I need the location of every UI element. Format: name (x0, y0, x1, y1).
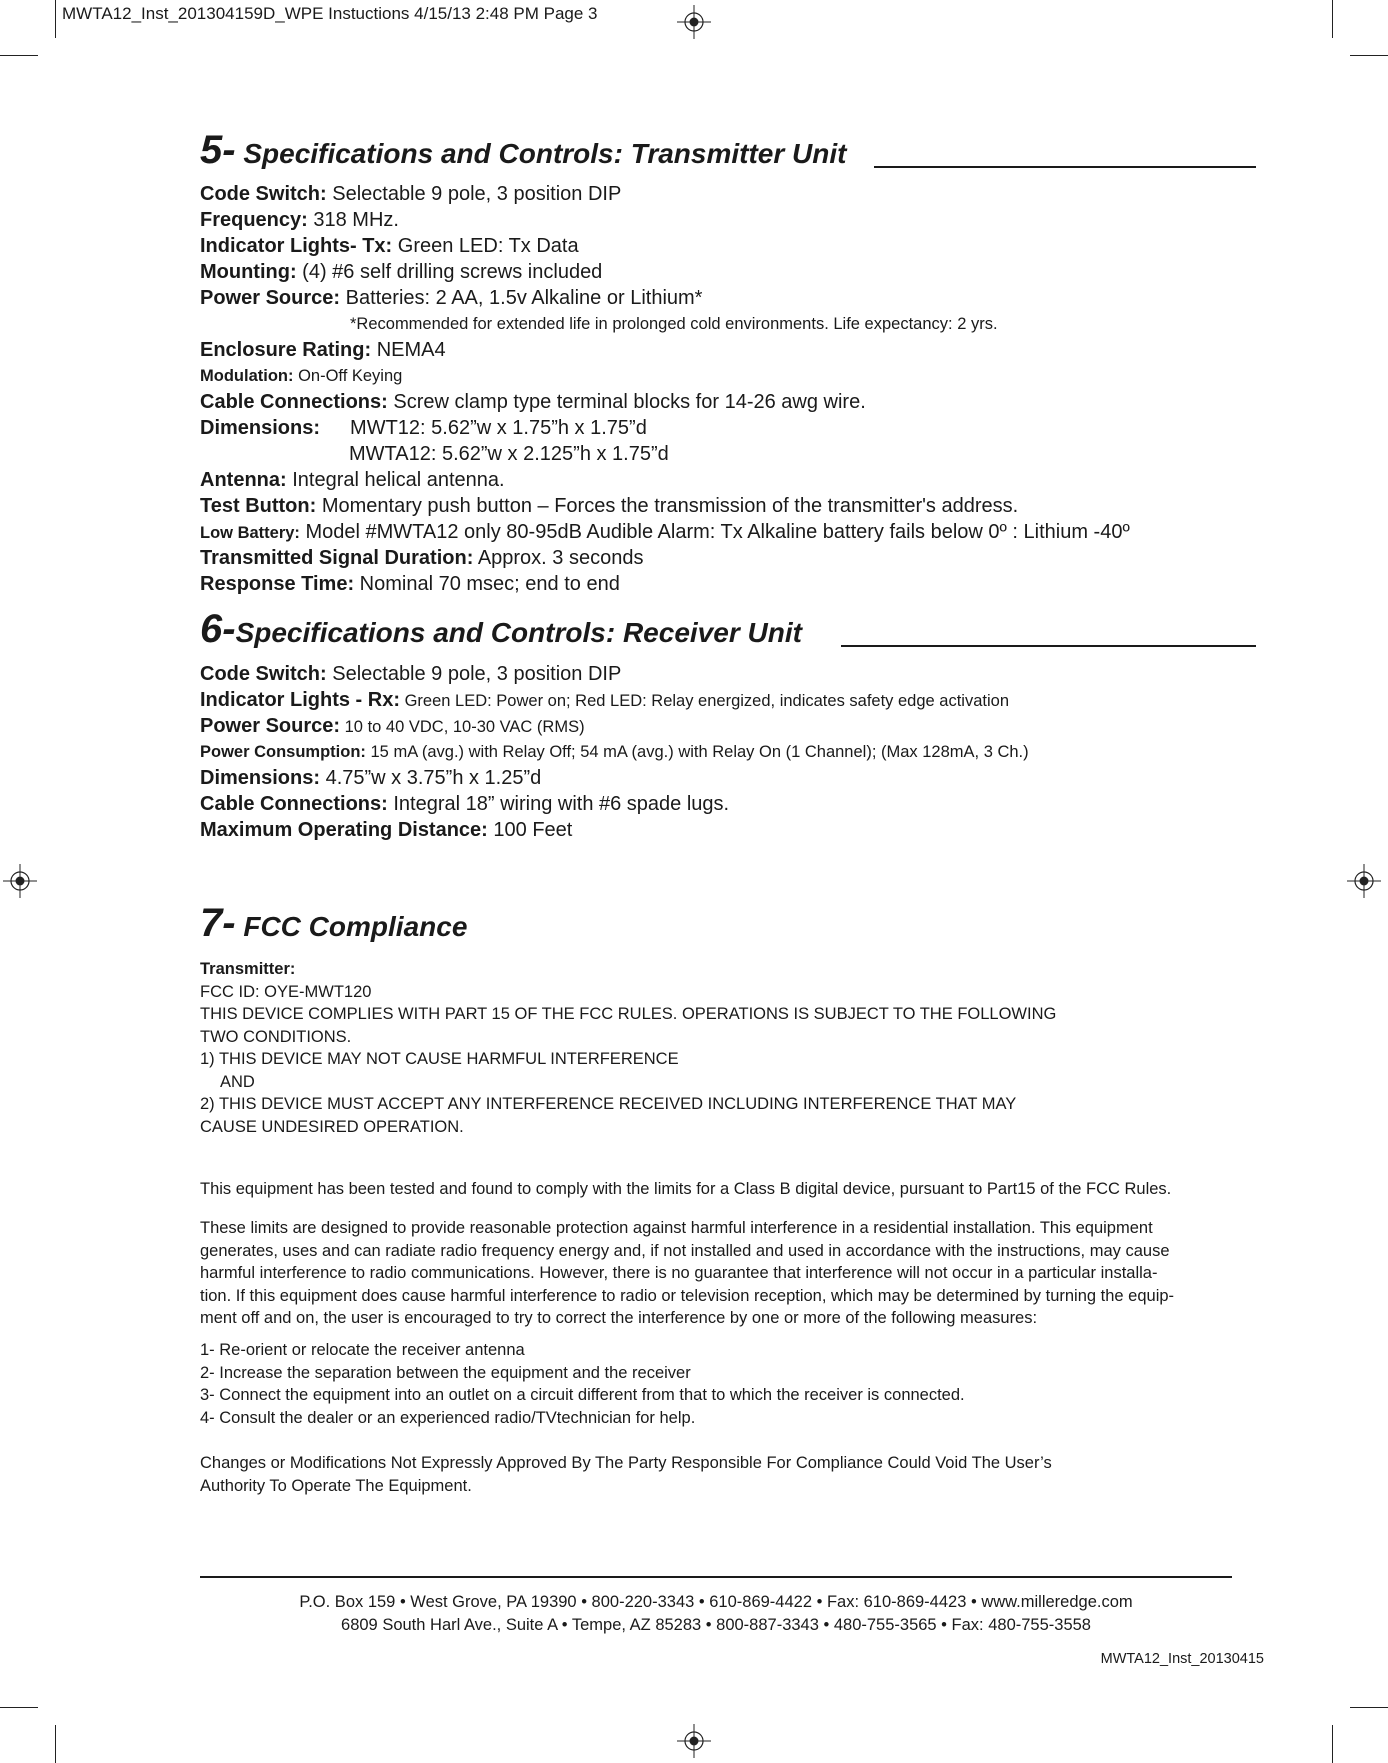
spec-power-source: Power Source: 10 to 40 VDC, 10-30 VAC (RMS) (200, 715, 585, 737)
transmitter-specs (200, 181, 1130, 597)
section6-number: 6- (200, 607, 236, 651)
spec-power-note: *Recommended for extended life in prolonged cold environments. Life expectancy: 2 yrs. (350, 315, 998, 333)
spec-dimensions: Dimensions: MWT12: 5.62”w x 1.75”h x 1.75”d (200, 417, 647, 439)
fcc-compliance-line: THIS DEVICE COMPLIES WITH PART 15 OF THE FCC RULES. OPERATIONS IS SUBJECT TO THE FOLLOWING (200, 1005, 1057, 1023)
section6-title: Specifications and Controls: Receiver Unit (235, 617, 802, 648)
section5-rule (874, 166, 1256, 168)
spec-code-switch: Code Switch: Selectable 9 pole, 3 position DIP (200, 663, 622, 685)
crop-mark-icon (0, 1707, 38, 1708)
fcc-id: FCC ID: OYE-MWT120 (200, 982, 372, 1001)
crop-mark-icon (0, 55, 38, 56)
crop-mark-icon (1332, 1725, 1333, 1763)
spec-test-button: Test Button: Momentary push button – Forces the transmission of the transmitter's address. (200, 495, 1019, 517)
section7-heading (200, 901, 467, 946)
fcc-changes-warning: Changes or Modifications Not Expressly Approved By The Party Responsible For Compliance Could Void The User’s Authority To Operate The Equipment. (200, 1454, 1052, 1495)
crop-mark-icon (55, 0, 56, 38)
spec-mounting: Mounting: (4) #6 self drilling screws included (200, 261, 603, 283)
footer-address-line-1: P.O. Box 159 • West Grove, PA 19390 • 800-220-3343 • 610-869-4422 • Fax: 610-869-4423 • www.milleredge.com (299, 1593, 1133, 1611)
spec-low-battery: Low Battery: Model #MWTA12 only 80-95dB Audible Alarm: Tx Alkaline battery fails below 0º : Lithium -40º (200, 521, 1130, 543)
crop-mark-icon (1332, 0, 1333, 38)
spec-code-switch: Code Switch: Selectable 9 pole, 3 position DIP (200, 183, 622, 205)
section6-rule (841, 645, 1256, 647)
spec-power-consumption: Power Consumption: 15 mA (avg.) with Relay Off; 54 mA (avg.) with Relay On (1 Channel); (Max 128mA, 3 Ch.) (200, 743, 1029, 761)
spec-frequency: Frequency: 318 MHz. (200, 209, 399, 231)
list-item: 2- Increase the separation between the equipment and the receiver (200, 1363, 691, 1382)
fcc-transmitter-label: Transmitter: (200, 960, 296, 978)
footer-address-line-2: 6809 South Harl Ave., Suite A • Tempe, AZ 85283 • 800-887-3343 • 480-755-3565 • Fax: 480-755-3558 (341, 1615, 1091, 1634)
footer-address (200, 1591, 1232, 1636)
registration-mark-icon (677, 1724, 711, 1758)
spec-enclosure: Enclosure Rating: NEMA4 (200, 339, 446, 361)
list-item: 1- Re-orient or relocate the receiver antenna (200, 1341, 525, 1359)
spec-max-distance: Maximum Operating Distance: 100 Feet (200, 819, 573, 841)
crop-mark-icon (55, 1725, 56, 1763)
receiver-specs (200, 661, 1029, 843)
section7-number: 7- (200, 901, 236, 945)
list-item: 4- Consult the dealer or an experienced radio/TVtechnician for help. (200, 1408, 696, 1427)
section5-title: Specifications and Controls: Transmitter Unit (235, 138, 847, 169)
fcc-class-b-statement: This equipment has been tested and found to comply with the limits for a Class B digital device, pursuant to Part15 of the FCC Rules. (200, 1180, 1172, 1198)
fcc-condition-2: 2) THIS DEVICE MUST ACCEPT ANY INTERFERENCE RECEIVED INCLUDING INTERFERENCE THAT MAY (200, 1095, 1017, 1113)
spec-indicator-lights: Indicator Lights - Rx: Green LED: Power on; Red LED: Relay energized, indicates safety edge activation (200, 689, 1010, 711)
fcc-and: AND (220, 1072, 255, 1091)
registration-mark-icon (1347, 864, 1381, 898)
spec-dimensions-2: MWTA12: 5.62”w x 2.125”h x 1.75”d (349, 443, 669, 465)
section5-number: 5- (200, 128, 236, 172)
fcc-measures-list (200, 1339, 1268, 1429)
fcc-transmitter-block (200, 958, 1056, 1138)
footer-rule (200, 1576, 1232, 1578)
section7-title: FCC Compliance (235, 911, 468, 942)
fcc-condition-2-cont: CAUSE UNDESIRED OPERATION. (200, 1117, 464, 1136)
spec-modulation: Modulation: On-Off Keying (200, 367, 403, 385)
spec-signal-duration: Transmitted Signal Duration: Approx. 3 seconds (200, 547, 644, 569)
crop-mark-icon (1350, 55, 1388, 56)
spec-response-time: Response Time: Nominal 70 msec; end to end (200, 573, 620, 595)
registration-mark-icon (677, 5, 711, 39)
spec-indicator-lights: Indicator Lights- Tx: Green LED: Tx Data (200, 235, 579, 257)
registration-mark-icon (3, 864, 37, 898)
section6-heading (200, 607, 802, 652)
document-id: MWTA12_Inst_20130415 (1100, 1651, 1264, 1667)
crop-mark-icon (1350, 1707, 1388, 1708)
print-slug: MWTA12_Inst_201304159D_WPE Instuctions 4/15/13 2:48 PM Page 3 (62, 4, 598, 23)
spec-cable-connections: Cable Connections: Integral 18” wiring with #6 spade lugs. (200, 793, 730, 815)
spec-cable-connections: Cable Connections: Screw clamp type terminal blocks for 14-26 awg wire. (200, 391, 866, 413)
fcc-limits-paragraph: These limits are designed to provide reasonable protection against harmful interference in a residential installation. This equipment generates, uses and can radiate radio frequency energy and, if not installed and used in accordance with the instructions, may cause harmful interference to radio communications. However, there is no guarantee that interference will not occur in a particular installa- tion. If this equipment does cause harmful interference to radio or television reception, which may be determined by turning the equip- ment off and on, the user is encouraged to try to correct the interference by one or more of the following measures: (200, 1219, 1175, 1327)
fcc-compliance-line: TWO CONDITIONS. (200, 1027, 352, 1046)
list-item: 3- Connect the equipment into an outlet on a circuit different from that to which the receiver is connected. (200, 1386, 965, 1404)
spec-power-source: Power Source: Batteries: 2 AA, 1.5v Alkaline or Lithium* (200, 287, 703, 309)
spec-dimensions: Dimensions: 4.75”w x 3.75”h x 1.25”d (200, 767, 542, 789)
section5-heading (200, 128, 846, 173)
fcc-condition-1: 1) THIS DEVICE MAY NOT CAUSE HARMFUL INTERFERENCE (200, 1050, 679, 1068)
spec-antenna: Antenna: Integral helical antenna. (200, 469, 505, 491)
